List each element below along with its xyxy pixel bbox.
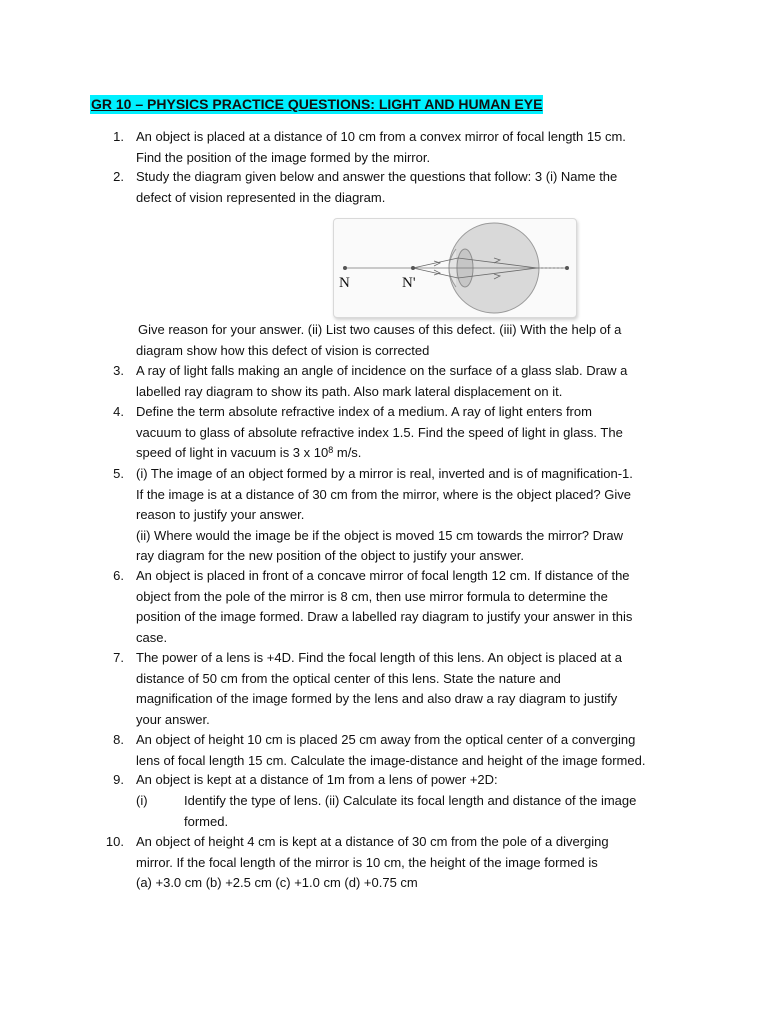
label-n-prime: N': [402, 275, 416, 291]
question-text-line: lens of focal length 15 cm. Calculate the image-distance and height of the image formed.: [136, 752, 646, 768]
subpart-text-line: formed.: [184, 813, 229, 829]
question-text-line: defect of vision represented in the diagram.: [136, 189, 386, 205]
speed-unit: m/s.: [333, 445, 362, 460]
question-text-line: ray diagram for the new position of the object to justify your answer.: [136, 548, 525, 563]
question-text-line: An object is placed at a distance of 10 cm from a convex mirror of focal length 15 cm.: [136, 129, 626, 144]
answer-options-line: (a) +3.0 cm (b) +2.5 cm (c) +1.0 cm (d) +0.75 cm: [136, 875, 418, 890]
question-number: 2.: [113, 169, 124, 184]
question-text-line: magnification of the image formed by the lens and also draw a ray diagram to justify: [136, 691, 618, 706]
question-text-line: The power of a lens is +4D. Find the focal length of this lens. An object is placed at a: [136, 650, 622, 665]
question-text-line: case.: [136, 629, 168, 645]
question-text-line: An object of height 4 cm is kept at a distance of 30 cm from the pole of a diverging: [136, 834, 609, 849]
question-number: 7.: [113, 650, 124, 665]
question-text-line: object from the pole of the mirror is 8 cm, then use mirror formula to determine the: [136, 588, 608, 604]
label-n: N: [339, 275, 350, 291]
eye-defect-diagram: [333, 218, 577, 318]
question-number: 8.: [113, 732, 124, 747]
eye-diagram-svg: [334, 219, 576, 317]
question-text-line: your answer.: [136, 711, 210, 727]
focus-dot: [565, 266, 569, 270]
point-n-dot: [343, 266, 347, 270]
question-text-line: mirror. If the focal length of the mirror is 10 cm, the height of the image formed is: [136, 854, 598, 870]
question-text-line: [136, 443, 686, 464]
question-text-line: labelled ray diagram to show its path. Also mark lateral displacement on it.: [136, 383, 563, 399]
question-number: 10.: [105, 834, 124, 849]
question-text-line: If the image is at a distance of 30 cm from the mirror, where is the object placed? Give: [136, 486, 631, 502]
question-number: 3.: [113, 363, 124, 378]
question-text-line: An object of height 10 cm is placed 25 cm away from the optical center of a converging: [136, 732, 636, 747]
page-title: GR 10 – PHYSICS PRACTICE QUESTIONS: LIGHT AND HUMAN EYE: [91, 96, 543, 112]
question-text-line: distance of 50 cm from the optical center of this lens. State the nature and: [136, 670, 561, 686]
question-text-line: (i) The image of an object formed by a mirror is real, inverted and is of magnification-1.: [136, 466, 633, 481]
speed-text: speed of light in vacuum is 3 x 10: [136, 445, 329, 460]
subpart-text-line: Identify the type of lens. (ii) Calculate its focal length and distance of the image: [184, 793, 637, 808]
question-text-line: reason to justify your answer.: [136, 507, 305, 522]
question-2-continuation-line: Give reason for your answer. (ii) List two causes of this defect. (iii) With the help of a: [138, 322, 622, 337]
question-text-line: vacuum to glass of absolute refractive index 1.5. Find the speed of light in glass. The: [136, 424, 623, 440]
question-number: 5.: [113, 466, 124, 481]
question-number: 9.: [113, 772, 124, 787]
question-number: 1.: [113, 129, 124, 144]
question-text-line: Find the position of the image formed by the mirror.: [136, 149, 431, 165]
question-text-line: Study the diagram given below and answer the questions that follow: 3 (i) Name the: [136, 169, 618, 184]
point-n-prime-dot: [411, 266, 415, 270]
question-text-line: A ray of light falls making an angle of incidence on the surface of a glass slab. Draw a: [136, 363, 628, 378]
question-text-line: position of the image formed. Draw a labelled ray diagram to justify your answer in this: [136, 609, 633, 624]
exponent: 8: [328, 445, 334, 455]
question-text-line: An object is placed in front of a concave mirror of focal length 12 cm. If distance of the: [136, 568, 630, 583]
question-number: 4.: [113, 404, 124, 419]
question-number: 6.: [113, 568, 124, 583]
question-text-line: Define the term absolute refractive index of a medium. A ray of light enters from: [136, 404, 592, 419]
question-2-continuation-line: diagram show how this defect of vision is corrected: [136, 343, 430, 358]
question-text-line: An object is kept at a distance of 1m from a lens of power +2D:: [136, 772, 498, 787]
question-text-line: (ii) Where would the image be if the object is moved 15 cm towards the mirror? Draw: [136, 527, 623, 543]
subpart-number: (i): [136, 793, 148, 808]
